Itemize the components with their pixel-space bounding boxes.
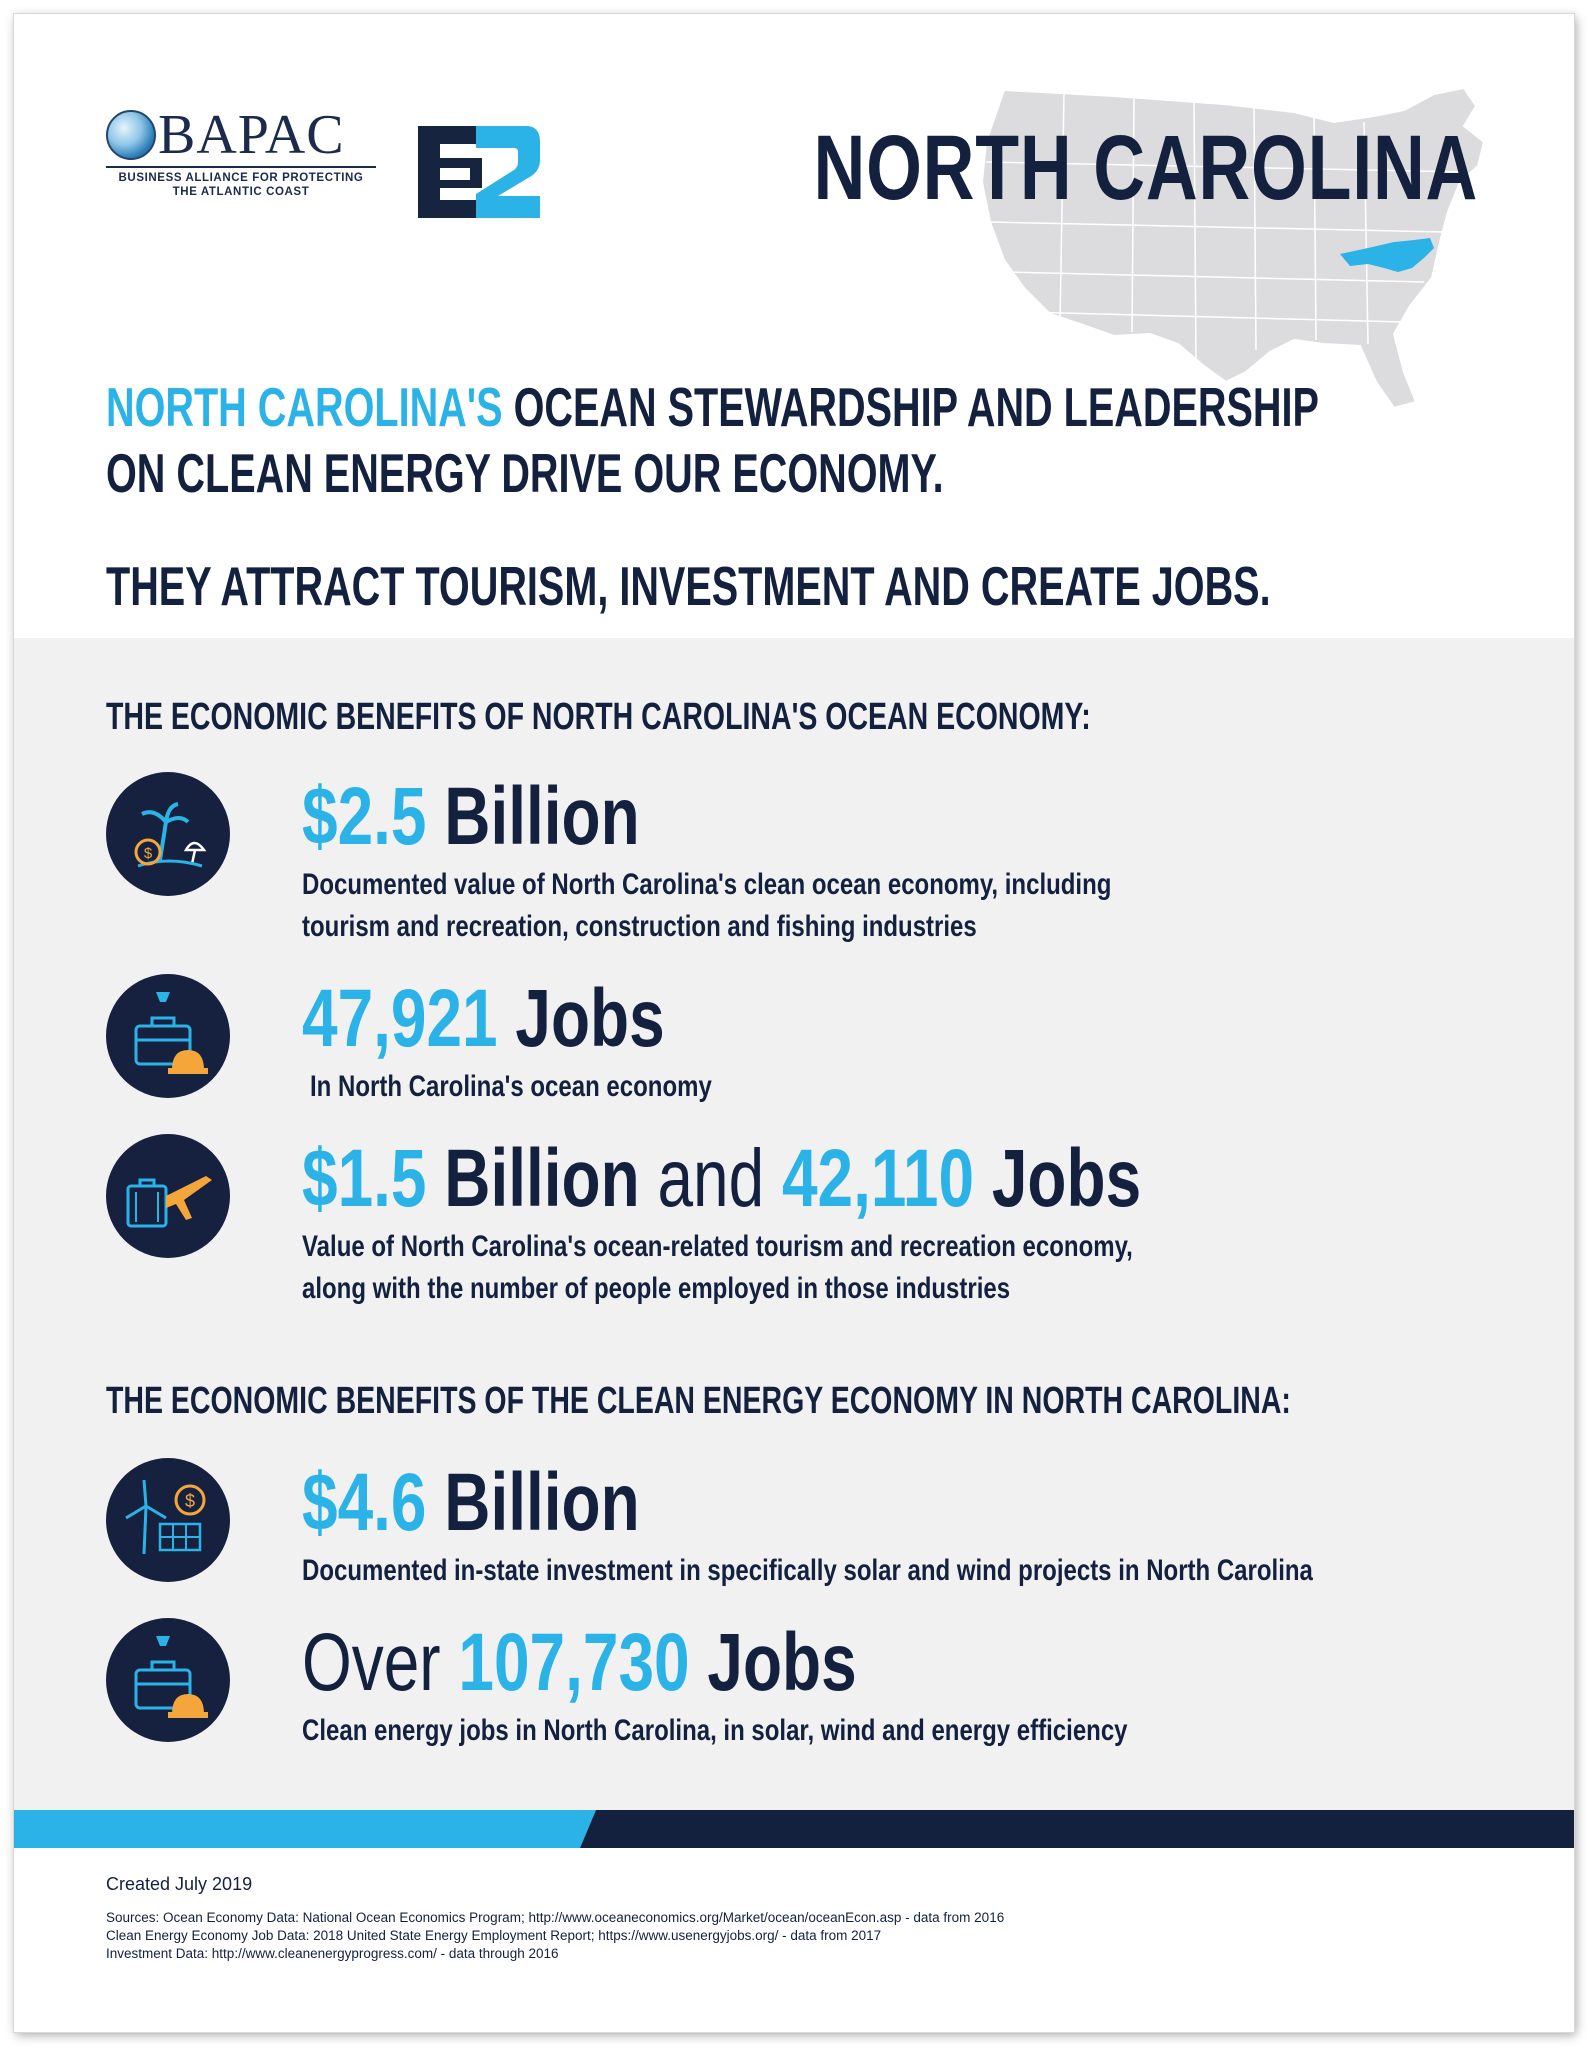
footer — [106, 1874, 1004, 1963]
tagline: THEY ATTRACT TOURISM, INVESTMENT AND CREATE JOBS. — [106, 555, 1271, 617]
source-line-3: Investment Data: http://www.cleanenergyprogress.com/ - data through 2016 — [106, 1946, 559, 1961]
briefcase-hardhat-icon — [106, 974, 230, 1098]
bapac-logo — [106, 104, 376, 199]
stat-tourism-desc-2: along with the number of people employed in those industries — [302, 1272, 1011, 1305]
source-line-1: Sources: Ocean Economy Data: National Ocean Economics Program; http://www.oceaneconomics.org/Market/ocean/oceanEcon.asp - data from 2016 — [106, 1910, 1005, 1925]
source-line-2: Clean Energy Economy Job Data: 2018 United State Energy Employment Report; https://www.usenergyjobs.org/ - data from 2017 — [106, 1928, 882, 1943]
stat-ocean-jobs-figure: 47,921 Jobs — [302, 973, 665, 1064]
headline-accent: NORTH CAROLINA'S — [106, 376, 503, 438]
stat-energy-investment-figure: $4.6 Billion — [302, 1457, 640, 1548]
stat-ocean-jobs-desc: In North Carolina's ocean economy — [310, 1070, 712, 1103]
headline-line2: ON CLEAN ENERGY DRIVE OUR ECONOMY. — [106, 442, 944, 504]
beach-money-icon — [106, 772, 230, 896]
svg-text:$: $ — [143, 845, 153, 862]
stat-ocean-value-figure: $2.5 Billion — [302, 771, 640, 862]
bapac-subtitle-line2: THE ATLANTIC COAST — [172, 186, 310, 198]
wind-solar-money-icon — [106, 1458, 230, 1582]
bapac-subtitle-line1: BUSINESS ALLIANCE FOR PROTECTING — [118, 172, 364, 184]
headline-line1-rest: OCEAN STEWARDSHIP AND LEADERSHIP — [513, 376, 1319, 438]
stat-tourism-figure: $1.5 Billion and 42,110 Jobs — [302, 1133, 1142, 1224]
stat-energy-jobs-desc: Clean energy jobs in North Carolina, in solar, wind and energy efficiency — [302, 1714, 1128, 1747]
stat-ocean-value-desc-2: tourism and recreation, construction and fishing industries — [302, 910, 977, 943]
divider-stripe — [14, 1810, 1574, 1848]
luggage-airplane-icon — [106, 1134, 230, 1258]
infographic-page — [14, 14, 1574, 2032]
created-date: Created July 2019 — [106, 1874, 253, 1894]
stat-ocean-value-desc-1: Documented value of North Carolina's clean ocean economy, including — [302, 868, 1112, 901]
energy-section-heading: THE ECONOMIC BENEFITS OF THE CLEAN ENERGY ECONOMY IN NORTH CAROLINA: — [106, 1380, 1291, 1422]
bapac-wordmark: BAPAC — [158, 104, 345, 166]
stat-energy-jobs-figure: Over 107,730 Jobs — [302, 1617, 857, 1708]
briefcase-hardhat-icon — [106, 1618, 230, 1742]
headline — [106, 374, 1319, 506]
state-title: NORTH CAROLINA — [813, 117, 1478, 219]
stat-tourism-desc-1: Value of North Carolina's ocean-related tourism and recreation economy, — [302, 1230, 1133, 1263]
e2-logo — [414, 122, 544, 222]
globe-icon — [106, 110, 156, 160]
stat-energy-investment-desc: Documented in-state investment in specifically solar and wind projects in North Carolina — [302, 1554, 1313, 1587]
ocean-section-heading: THE ECONOMIC BENEFITS OF NORTH CAROLINA'S OCEAN ECONOMY: — [106, 696, 1091, 738]
svg-text:$: $ — [184, 1491, 196, 1511]
